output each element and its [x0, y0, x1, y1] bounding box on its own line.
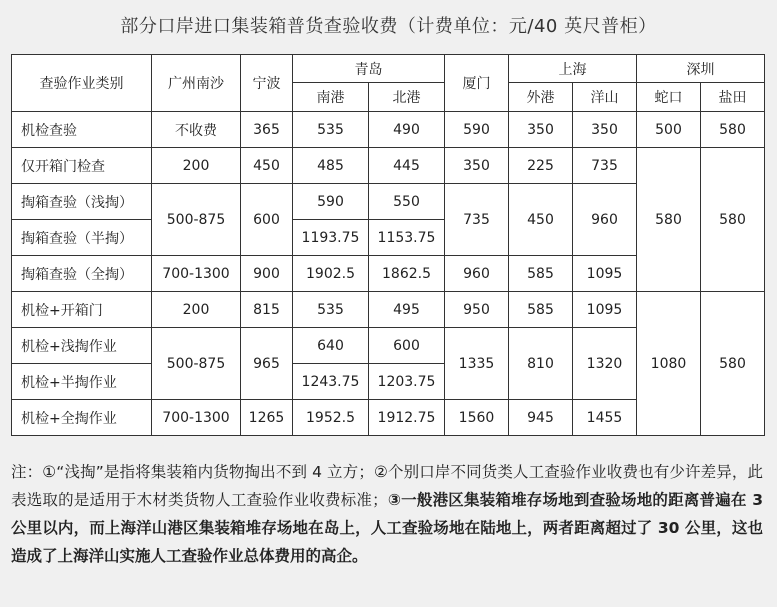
header-qingdao-south: 南港 — [293, 83, 369, 112]
cell-qingdao-south: 535 — [293, 112, 369, 148]
cell-shanghai-waigang: 225 — [509, 148, 573, 184]
cell-xiamen: 350 — [445, 148, 509, 184]
header-row — [12, 55, 765, 83]
cell-shanghai-waigang: 585 — [509, 256, 573, 292]
row-category: 掏箱查验（全掏） — [12, 256, 152, 292]
cell-guangzhou: 不收费 — [152, 112, 241, 148]
cell-shanghai-waigang: 350 — [509, 112, 573, 148]
cell-ningbo: 900 — [241, 256, 293, 292]
cell-ningbo: 1265 — [241, 400, 293, 436]
cell-qingdao-south: 1902.5 — [293, 256, 369, 292]
cell-shanghai-waigang: 585 — [509, 292, 573, 328]
cell-ningbo: 365 — [241, 112, 293, 148]
cell-ningbo: 450 — [241, 148, 293, 184]
cell-shanghai-waigang: 945 — [509, 400, 573, 436]
header-category: 查验作业类别 — [12, 55, 152, 112]
cell-qingdao-south: 1952.5 — [293, 400, 369, 436]
cell-guangzhou: 200 — [152, 148, 241, 184]
cell-qingdao-south: 640 — [293, 328, 369, 364]
cell-qingdao-south: 1193.75 — [293, 220, 369, 256]
cell-guangzhou: 700-1300 — [152, 400, 241, 436]
cell-xiamen: 950 — [445, 292, 509, 328]
header-shenzhen-yantian: 盐田 — [701, 83, 765, 112]
cell-guangzhou: 500-875 — [152, 328, 241, 400]
header-qingdao-north: 北港 — [369, 83, 445, 112]
header-shenzhen-shekou: 蛇口 — [637, 83, 701, 112]
cell-qingdao-south: 485 — [293, 148, 369, 184]
cell-shenzhen-shekou: 580 — [637, 148, 701, 292]
header-shenzhen: 深圳 — [637, 55, 765, 83]
cell-shanghai-yangshan: 960 — [573, 184, 637, 256]
cell-shanghai-yangshan: 735 — [573, 148, 637, 184]
cell-qingdao-north: 495 — [369, 292, 445, 328]
cell-qingdao-south: 590 — [293, 184, 369, 220]
header-qingdao: 青岛 — [293, 55, 445, 83]
cell-shanghai-yangshan: 1095 — [573, 292, 637, 328]
cell-shenzhen-shekou: 1080 — [637, 292, 701, 436]
table-footnote — [11, 458, 763, 570]
cell-qingdao-north: 1153.75 — [369, 220, 445, 256]
cell-qingdao-south: 1243.75 — [293, 364, 369, 400]
table-row — [12, 112, 765, 148]
table-title: 部分口岸进口集装箱普货查验收费（计费单位：元/40 英尺普柜） — [120, 16, 657, 37]
cell-shenzhen-shekou: 500 — [637, 112, 701, 148]
cell-shanghai-yangshan: 1320 — [573, 328, 637, 400]
cell-shanghai-yangshan: 1455 — [573, 400, 637, 436]
cell-guangzhou: 200 — [152, 292, 241, 328]
header-ningbo: 宁波 — [241, 55, 293, 112]
header-shanghai-waigang: 外港 — [509, 83, 573, 112]
cell-qingdao-north: 1203.75 — [369, 364, 445, 400]
cell-shanghai-waigang: 810 — [509, 328, 573, 400]
row-category: 机检+浅掏作业 — [12, 328, 152, 364]
row-category: 掏箱查验（半掏） — [12, 220, 152, 256]
cell-xiamen: 1560 — [445, 400, 509, 436]
header-guangzhou: 广州南沙 — [152, 55, 241, 112]
cell-shenzhen-yantian: 580 — [701, 112, 765, 148]
row-category: 掏箱查验（浅掏） — [12, 184, 152, 220]
cell-shenzhen-yantian: 580 — [701, 148, 765, 292]
cell-qingdao-south: 535 — [293, 292, 369, 328]
footnote-bold-text: ③一般港区集装箱堆存场地到查验场地的距离普遍在 3 公里以内，而上海洋山港区集装箱堆存场地在岛上，人工查验场地在陆地上，两者距离超过了 30 公里，这也造成了上海洋山实施人工查验作业总体费用的高企。 — [11, 491, 763, 565]
row-category: 机检查验 — [12, 112, 152, 148]
cell-guangzhou: 500-875 — [152, 184, 241, 256]
cell-qingdao-north: 1862.5 — [369, 256, 445, 292]
cell-shanghai-yangshan: 350 — [573, 112, 637, 148]
cell-qingdao-north: 550 — [369, 184, 445, 220]
cell-qingdao-north: 600 — [369, 328, 445, 364]
cell-xiamen: 590 — [445, 112, 509, 148]
cell-ningbo: 815 — [241, 292, 293, 328]
row-category: 机检+全掏作业 — [12, 400, 152, 436]
cell-xiamen: 1335 — [445, 328, 509, 400]
footnote-regular-text: 注：①“浅掏”是指将集装箱内货物掏出不到 4 立方；②个别口岸不同货类人工查验作业收费也有少许差异，此表选取的是适用于木材类货物人工查验作业收费标准； — [11, 463, 763, 509]
table-row — [12, 148, 765, 184]
cell-ningbo: 965 — [241, 328, 293, 400]
cell-qingdao-north: 1912.75 — [369, 400, 445, 436]
header-shanghai: 上海 — [509, 55, 637, 83]
cell-xiamen: 735 — [445, 184, 509, 256]
cell-ningbo: 600 — [241, 184, 293, 256]
header-xiamen: 厦门 — [445, 55, 509, 112]
cell-shanghai-waigang: 450 — [509, 184, 573, 256]
cell-guangzhou: 700-1300 — [152, 256, 241, 292]
cell-shanghai-yangshan: 1095 — [573, 256, 637, 292]
row-category: 仅开箱门检查 — [12, 148, 152, 184]
table-row — [12, 292, 765, 328]
row-category: 机检+半掏作业 — [12, 364, 152, 400]
header-shanghai-yangshan: 洋山 — [573, 83, 637, 112]
row-category: 机检+开箱门 — [12, 292, 152, 328]
inspection-fee-table — [11, 54, 765, 436]
cell-xiamen: 960 — [445, 256, 509, 292]
cell-qingdao-north: 445 — [369, 148, 445, 184]
cell-shenzhen-yantian: 580 — [701, 292, 765, 436]
cell-qingdao-north: 490 — [369, 112, 445, 148]
